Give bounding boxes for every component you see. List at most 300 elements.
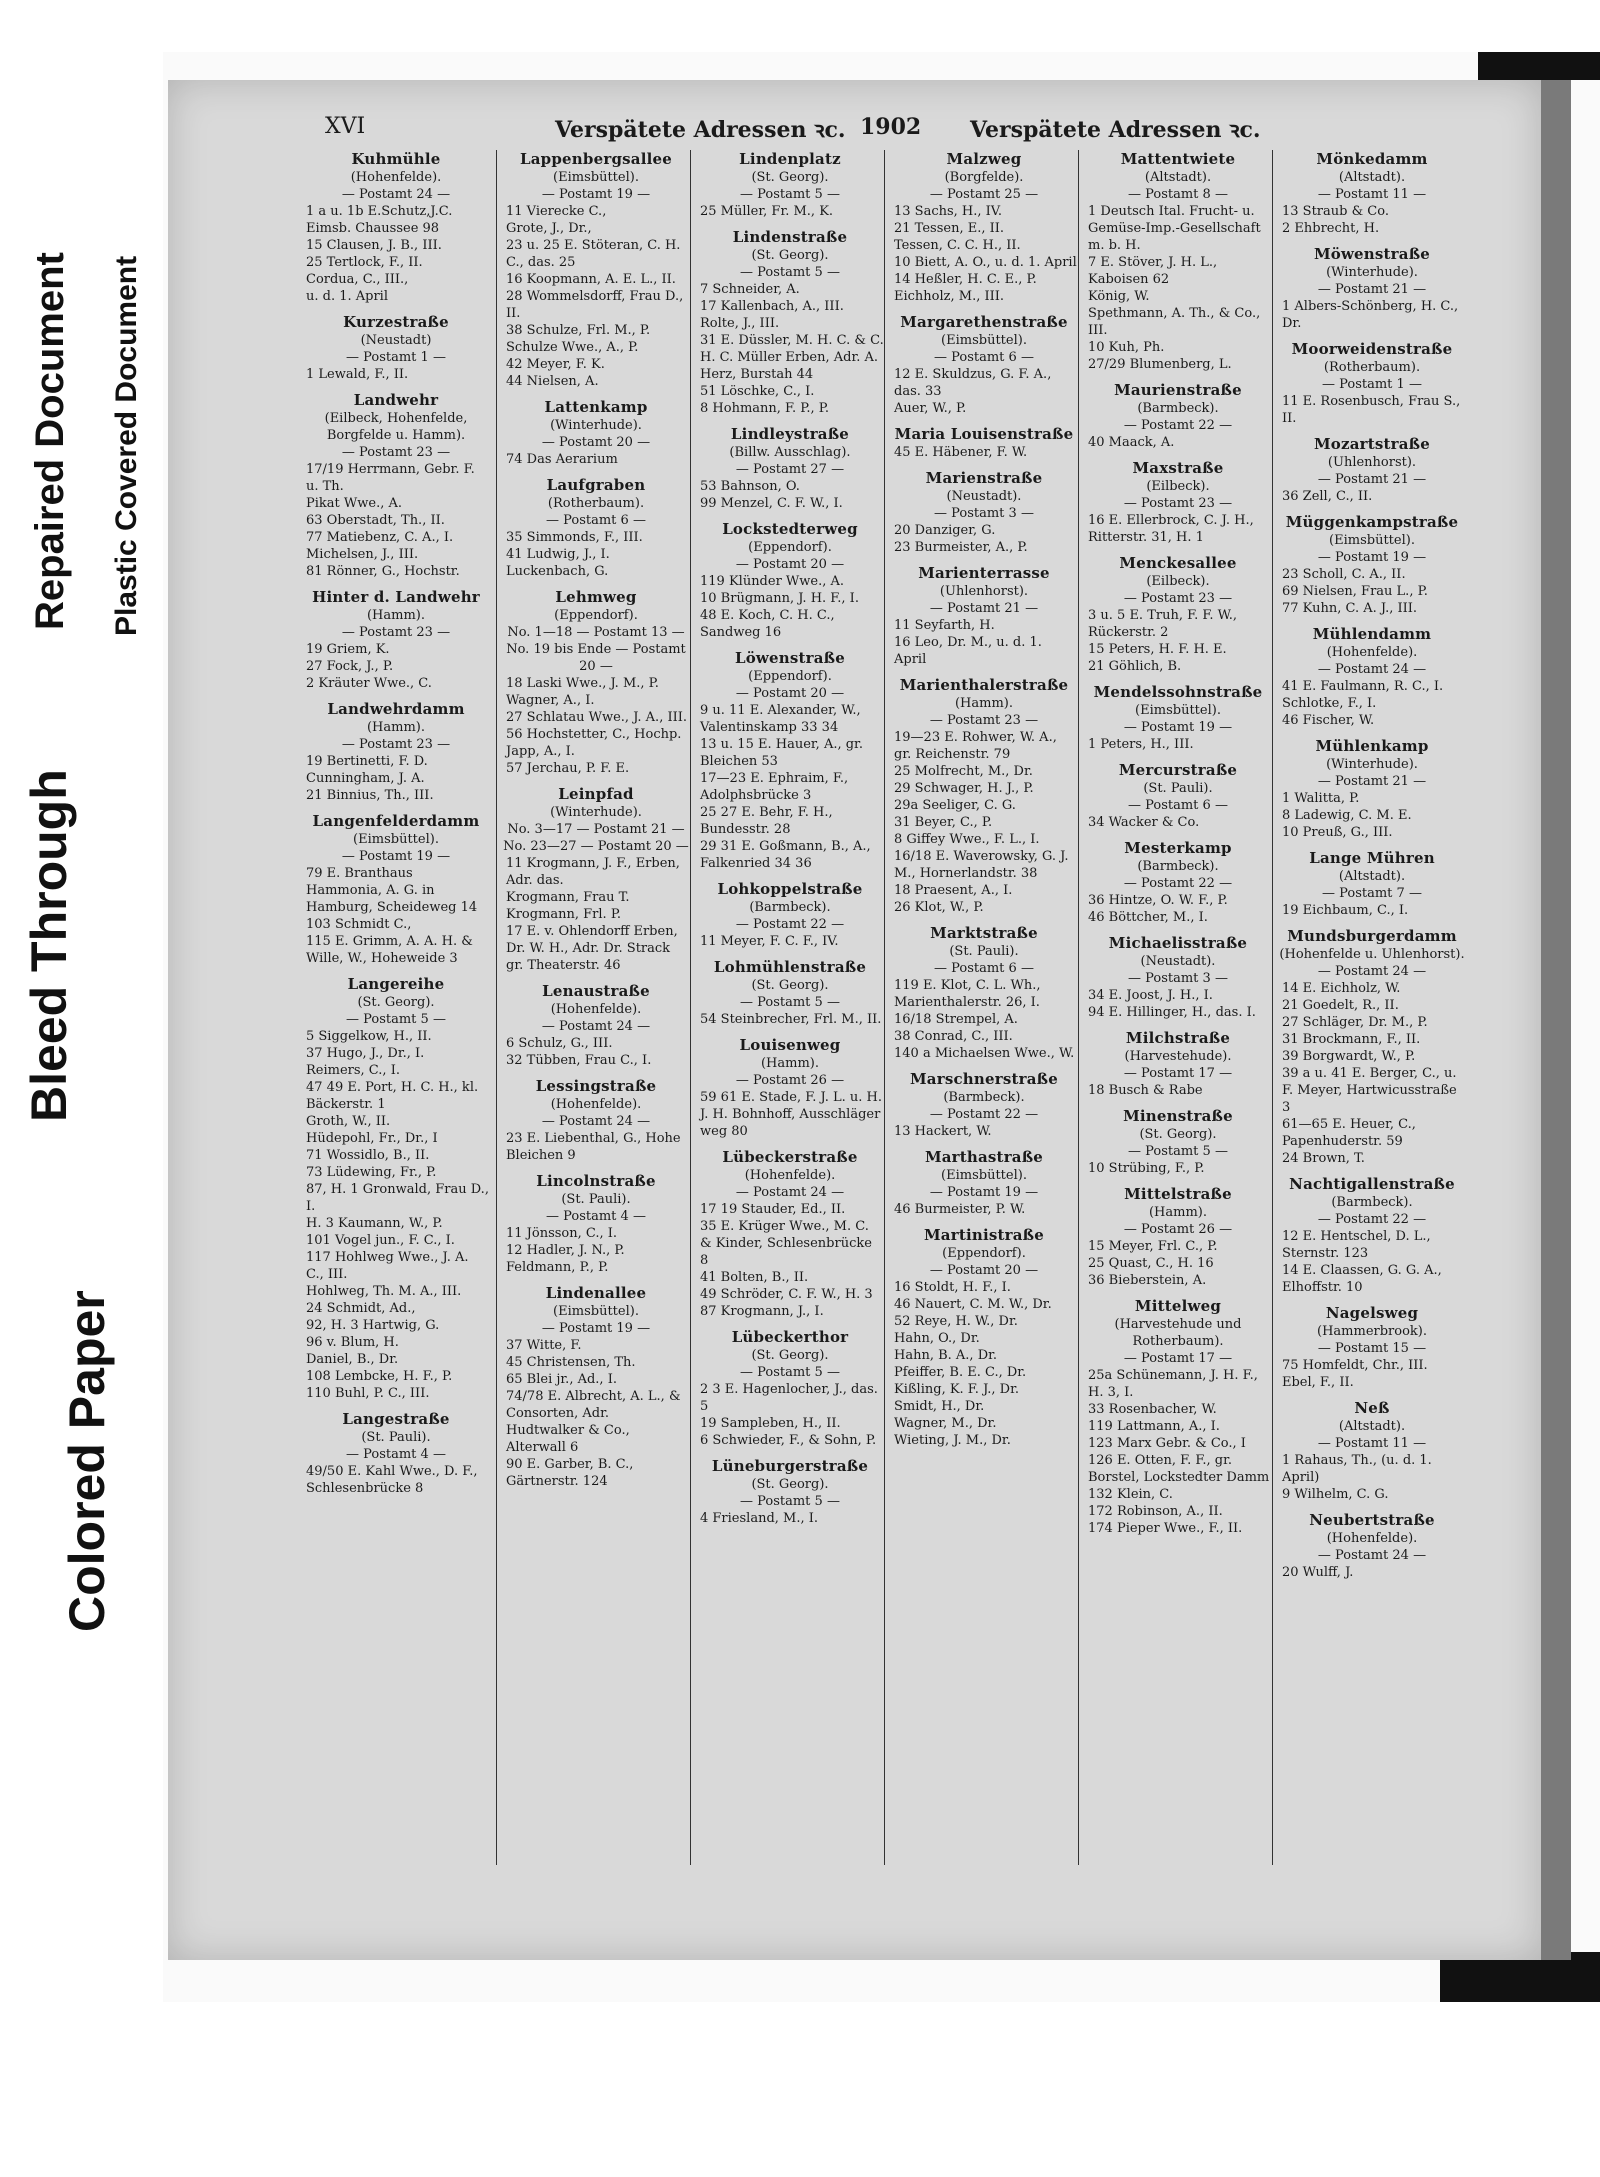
street-district: (Altstadt). <box>1338 1419 1406 1434</box>
street-district: (Eimsbüttel). <box>1329 533 1415 548</box>
street-entry <box>696 228 884 417</box>
post-office: — Postamt 17 — <box>1123 1066 1233 1081</box>
resident-entry: Eichholz, M., III. <box>894 289 1005 304</box>
street-name: Marthastraße <box>924 1148 1044 1166</box>
street-name: Milchstraße <box>1125 1029 1231 1047</box>
resident-entry: 28 Wommelsdorff, Frau D., II. <box>506 289 684 321</box>
street-name: Lange Mühren <box>1309 849 1435 867</box>
street-name: Lindleystraße <box>730 425 850 443</box>
label-colored-paper: Colored Paper <box>59 1290 115 1632</box>
post-office: — Postamt 24 — <box>1317 662 1427 677</box>
resident-entry: 46 Nauert, C. M. W., Dr. <box>894 1297 1052 1312</box>
post-office: — Postamt 23 — <box>341 625 451 640</box>
post-office: — Postamt 19 — <box>1317 550 1427 565</box>
street-entry <box>696 1036 884 1140</box>
street-name: Marienstraße <box>925 469 1043 487</box>
resident-entry: 115 E. Grimm, A. A. H. & Wille, W., Hoheweide 3 <box>306 934 473 966</box>
resident-entry: 14 Heßler, H. C. E., P. <box>894 272 1037 287</box>
street-name: Müggenkampstraße <box>1285 513 1459 531</box>
street-entry <box>890 313 1078 417</box>
resident-entry: 10 Brügmann, J. H. F., I. <box>700 591 859 606</box>
resident-entry: 1 Lewald, F., II. <box>306 367 409 382</box>
street-district: (Hohenfelde). <box>1326 645 1418 660</box>
street-entry <box>890 924 1078 1062</box>
resident-entry: 8 Giffey Wwe., F. L., I. <box>894 832 1040 847</box>
street-name: Martinistraße <box>924 1226 1044 1244</box>
resident-entry: 8 Ladewig, C. M. E. <box>1282 808 1412 823</box>
resident-entry: 119 Klünder Wwe., A. <box>700 574 845 589</box>
resident-entry: 117 Hohlweg Wwe., J. A. C., III. <box>306 1250 469 1282</box>
resident-entry: 13 u. 15 E. Hauer, A., gr. Bleichen 53 <box>700 737 863 769</box>
street-name: Marienterrasse <box>918 564 1050 582</box>
resident-entry: 13 Sachs, H., IV. <box>894 204 1003 219</box>
street-entry <box>696 520 884 641</box>
resident-entry: 20 Danziger, G. <box>894 523 996 538</box>
resident-entry: 1 a u. 1b E.Schutz,J.C. <box>306 204 453 219</box>
street-district: (Borgfelde). <box>944 170 1024 185</box>
resident-entry: Wagner, A., I. <box>506 693 595 708</box>
street-name: Lübeckerthor <box>731 1328 849 1346</box>
resident-entry: 15 Peters, H. F. H. E. <box>1088 642 1227 657</box>
street-entry <box>1084 761 1272 831</box>
street-name: Landwehrdamm <box>327 700 465 718</box>
post-office: — Postamt 5 — <box>740 265 840 280</box>
post-office: — Postamt 23 — <box>341 737 451 752</box>
post-office: — Postamt 20 — <box>929 1263 1039 1278</box>
street-name: Lüneburgerstraße <box>711 1457 869 1475</box>
street-entry <box>1278 737 1466 841</box>
post-office: — Postamt 5 — <box>740 1494 840 1509</box>
street-district: (Barmbeck). <box>1331 1195 1413 1210</box>
post-office: — Postamt 3 — <box>1128 971 1228 986</box>
street-district: (St. Georg). <box>751 1348 829 1363</box>
street-name: Lappenbergsallee <box>520 150 672 168</box>
street-entry <box>890 469 1078 556</box>
resident-entry: 19 Bertinetti, F. D. <box>306 754 428 769</box>
resident-entry: 42 Meyer, F. K. <box>506 357 605 372</box>
street-district: (Barmbeck). <box>943 1090 1025 1105</box>
resident-entry: 77 Matiebenz, C. A., I. <box>306 530 454 545</box>
resident-entry: 1 Deutsch Ital. Frucht- u. Gemüse-Imp.-Gesellschaft m. b. H. <box>1088 204 1261 253</box>
resident-entry: 10 Strübing, F., P. <box>1088 1161 1205 1176</box>
post-office: — Postamt 23 — <box>1123 591 1233 606</box>
resident-entry: 11 Vierecke C., <box>506 204 607 219</box>
street-entry <box>302 1410 490 1497</box>
street-entry <box>696 958 884 1028</box>
resident-entry: Spethmann, A. Th., & Co., III. <box>1088 306 1261 338</box>
street-name: Lindenallee <box>545 1284 647 1302</box>
street-name: Moorweidenstraße <box>1291 340 1453 358</box>
resident-entry: 81 Rönner, G., Hochstr. <box>306 564 460 579</box>
post-office: — Postamt 24 — <box>541 1114 651 1129</box>
post-office: — Postamt 24 — <box>341 187 451 202</box>
street-name: Neß <box>1354 1399 1390 1417</box>
directory-columns <box>302 150 1538 1870</box>
resident-entry: 49/50 E. Kahl Wwe., D. F., Schlesenbrücke 8 <box>306 1464 478 1496</box>
post-office: — Postamt 21 — <box>929 601 1039 616</box>
street-name: Lehmweg <box>555 588 637 606</box>
resident-entry: 21 Goedelt, R., II. <box>1282 998 1399 1013</box>
resident-entry: 40 Maack, A. <box>1088 435 1175 450</box>
resident-entry: 1 Albers-Schönberg, H. C., Dr. <box>1282 299 1459 331</box>
street-name: Möwenstraße <box>1313 245 1431 263</box>
post-office: — Postamt 19 — <box>541 187 651 202</box>
street-entry <box>302 812 490 967</box>
post-office: — Postamt 1 — <box>346 350 446 365</box>
post-office: — Postamt 24 — <box>1317 964 1427 979</box>
post-office: — Postamt 1 — <box>1322 377 1422 392</box>
resident-entry: Pfeiffer, B. E. C., Dr. <box>894 1365 1027 1380</box>
resident-entry: 132 Klein, C. <box>1088 1487 1173 1502</box>
street-entry <box>696 425 884 512</box>
resident-entry: 39 Borgwardt, W., P. <box>1282 1049 1416 1064</box>
street-name: Louisenweg <box>739 1036 841 1054</box>
street-entry <box>1084 683 1272 753</box>
page-header <box>170 108 1320 144</box>
street-district: (Hamm). <box>1148 1205 1208 1220</box>
resident-entry: 11 Seyfarth, H. <box>894 618 995 633</box>
post-office: — Postamt 4 — <box>546 1209 646 1224</box>
resident-entry: 79 E. Branthaus Hammonia, A. G. in Hamburg, Scheideweg 14 <box>306 866 478 915</box>
street-district: (Eimsbüttel). <box>553 1304 639 1319</box>
post-office: No. 3—17 — Postamt 21 — No. 23—27 — Postamt 20 — <box>503 822 689 854</box>
post-office: — Postamt 19 — <box>1123 720 1233 735</box>
resident-entry: 24 Brown, T. <box>1282 1151 1365 1166</box>
street-entry <box>502 476 690 580</box>
street-entry <box>1278 927 1466 1167</box>
resident-entry: 23 Burmeister, A., P. <box>894 540 1028 555</box>
resident-entry: 25 Tertlock, F., II. <box>306 255 423 270</box>
street-name: Mendelssohnstraße <box>1093 683 1263 701</box>
resident-entry: 27 Schläger, Dr. M., P. <box>1282 1015 1428 1030</box>
street-entry <box>1084 1029 1272 1099</box>
street-district: (Hamm). <box>954 696 1014 711</box>
resident-entry: 51 Löschke, C., I. <box>700 384 815 399</box>
street-district: (St. Pauli). <box>1143 781 1213 796</box>
resident-entry: Wieting, J. M., Dr. <box>894 1433 1011 1448</box>
resident-entry: 2 Ehbrecht, H. <box>1282 221 1380 236</box>
street-entry <box>1084 1185 1272 1289</box>
street-district: (Winterhude). <box>1326 757 1418 772</box>
resident-entry: 31 Brockmann, F., II. <box>1282 1032 1421 1047</box>
street-name: Margarethenstraße <box>900 313 1068 331</box>
resident-entry: 38 Schulze, Frl. M., P. <box>506 323 651 338</box>
resident-entry: 46 Burmeister, P. W. <box>894 1202 1026 1217</box>
resident-entry: 13 Hackert, W. <box>894 1124 992 1139</box>
resident-entry: 119 Lattmann, A., I. <box>1088 1419 1220 1434</box>
street-name: Lindenstraße <box>732 228 848 246</box>
post-office: — Postamt 23 — <box>1123 496 1233 511</box>
street-name: Mühlendamm <box>1312 625 1432 643</box>
directory-column <box>496 150 690 1865</box>
street-entry <box>302 391 490 580</box>
resident-entry: 14 E. Claassen, G. G. A., Elhoffstr. 10 <box>1282 1263 1442 1295</box>
street-district: (Eppendorf). <box>748 540 832 555</box>
street-entry <box>502 398 690 468</box>
resident-entry: 54 Steinbrecher, Frl. M., II. <box>700 1012 882 1027</box>
resident-entry: 7 E. Stöver, J. H. L., Kaboisen 62 <box>1088 255 1218 287</box>
resident-entry: Wagner, M., Dr. <box>894 1416 997 1431</box>
street-name: Mundsburgerdamm <box>1287 927 1457 945</box>
street-district: (Hohenfelde). <box>550 1002 642 1017</box>
resident-entry: 63 Oberstadt, Th., II. <box>306 513 445 528</box>
street-entry <box>1084 459 1272 546</box>
resident-entry: 69 Nielsen, Frau L., P. <box>1282 584 1428 599</box>
resident-entry: 21 Göhlich, B. <box>1088 659 1182 674</box>
resident-entry: 16/18 Strempel, A. <box>894 1012 1018 1027</box>
street-district: (Eppendorf). <box>748 669 832 684</box>
street-name: Langereihe <box>347 975 445 993</box>
post-office: — Postamt 6 — <box>1128 798 1228 813</box>
post-office: — Postamt 24 — <box>541 1019 651 1034</box>
resident-entry: 23 E. Liebenthal, G., Hohe Bleichen 9 <box>506 1131 681 1163</box>
resident-entry: 14 E. Eichholz, W. <box>1282 981 1401 996</box>
resident-entry: 56 Hochstetter, C., Hochp. <box>506 727 682 742</box>
street-district: (Barmbeck). <box>1137 859 1219 874</box>
street-entry <box>1278 245 1466 332</box>
street-name: Lohmühlenstraße <box>713 958 867 976</box>
resident-entry: 8 Hohmann, F. P., P. <box>700 401 830 416</box>
resident-entry: 11 Meyer, F. C. F., IV. <box>700 934 839 949</box>
resident-entry: Reimers, C., I. <box>306 1063 400 1078</box>
resident-entry: 16 Koopmann, A. E. L., II. <box>506 272 676 287</box>
street-name: Maria Louisenstraße <box>894 425 1074 443</box>
street-entry <box>696 1148 884 1320</box>
street-name: Nagelsweg <box>1325 1304 1419 1322</box>
resident-entry: 99 Menzel, C. F. W., I. <box>700 496 843 511</box>
post-office: — Postamt 21 — <box>1317 472 1427 487</box>
post-office: — Postamt 7 — <box>1322 886 1422 901</box>
street-district: (Eimsbüttel). <box>941 333 1027 348</box>
street-entry <box>1084 934 1272 1021</box>
street-district: (Rotherbaum). <box>1323 360 1421 375</box>
street-entry <box>696 1457 884 1527</box>
street-name: Mühlenkamp <box>1315 737 1429 755</box>
post-office: — Postamt 22 — <box>735 917 845 932</box>
resident-entry: Japp, A., I. <box>506 744 575 759</box>
street-name: Maxstraße <box>1132 459 1224 477</box>
resident-entry: Schlotke, F., I. <box>1282 696 1377 711</box>
resident-entry: Cunningham, J. A. <box>306 771 425 786</box>
resident-entry: Pikat Wwe., A. <box>306 496 402 511</box>
post-office: — Postamt 11 — <box>1317 1436 1427 1451</box>
street-district: (Eimsbüttel). <box>1135 703 1221 718</box>
street-district: (Winterhude). <box>550 805 642 820</box>
post-office: No. 1—18 — Postamt 13 — No. 19 bis Ende — Postamt 20 — <box>506 625 686 674</box>
street-district: (St. Georg). <box>357 995 435 1010</box>
resident-entry: 21 Tessen, E., II. <box>894 221 1004 236</box>
street-district: (St. Georg). <box>751 170 829 185</box>
resident-entry: 61—65 E. Heuer, C., Papenhuderstr. 59 <box>1282 1117 1416 1149</box>
resident-entry: 59 61 E. Stade, F. J. L. u. H. J. H. Bohnhoff, Ausschläger weg 80 <box>700 1090 882 1139</box>
resident-entry: 49 Schröder, C. F. W., H. 3 <box>700 1287 873 1302</box>
post-office: — Postamt 5 — <box>740 995 840 1010</box>
post-office: — Postamt 3 — <box>934 506 1034 521</box>
street-entry <box>696 1328 884 1449</box>
resident-entry: 25 27 E. Behr, F. H., Bundesstr. 28 <box>700 805 833 837</box>
resident-entry: 101 Vogel jun., F. C., I. <box>306 1233 455 1248</box>
street-district: (Hamm). <box>366 608 426 623</box>
post-office: — Postamt 5 — <box>346 1012 446 1027</box>
post-office: — Postamt 22 — <box>1317 1212 1427 1227</box>
street-district: (Hohenfelde u. Uhlenhorst). <box>1279 947 1465 962</box>
resident-entry: 10 Kuh, Ph. <box>1088 340 1165 355</box>
resident-entry: 18 Praesent, A., I. <box>894 883 1013 898</box>
resident-entry: Hohlweg, Th. M. A., III. <box>306 1284 462 1299</box>
resident-entry: Krogmann, Frau T. <box>506 890 630 905</box>
label-bleed-through: Bleed Through <box>21 769 77 1122</box>
street-name: Marienthalerstraße <box>899 676 1069 694</box>
resident-entry: 57 Jerchau, P. F. E. <box>506 761 630 776</box>
post-office: — Postamt 19 — <box>541 1321 651 1336</box>
street-district: (Billw. Ausschlag). <box>729 445 851 460</box>
resident-entry: 35 Simmonds, F., III. <box>506 530 643 545</box>
post-office: — Postamt 4 — <box>346 1447 446 1462</box>
street-name: Laufgraben <box>546 476 646 494</box>
post-office: — Postamt 19 — <box>341 849 451 864</box>
resident-entry: H. 3 Kaumann, W., P. <box>306 1216 443 1231</box>
resident-entry: 75 Homfeldt, Chr., III. <box>1282 1358 1428 1373</box>
street-name: Malzweg <box>946 150 1022 168</box>
street-name: Marktstraße <box>930 924 1038 942</box>
resident-entry: 140 a Michaelsen Wwe., W. <box>894 1046 1075 1061</box>
resident-entry: 77 Kuhn, C. A. J., III. <box>1282 601 1418 616</box>
resident-entry: 2 3 E. Hagenlocher, J., das. 5 <box>700 1382 878 1414</box>
resident-entry: Kißling, K. F. J., Dr. <box>894 1382 1020 1397</box>
resident-entry: Luckenbach, G. <box>506 564 609 579</box>
post-office: — Postamt 20 — <box>735 686 845 701</box>
street-district: (Barmbeck). <box>749 900 831 915</box>
resident-entry: Auer, W., P. <box>894 401 967 416</box>
resident-entry: 25 Molfrecht, M., Dr. <box>894 764 1033 779</box>
street-name: Lohkoppelstraße <box>717 880 863 898</box>
street-entry <box>890 1226 1078 1449</box>
resident-entry: 96 v. Blum, H. <box>306 1335 399 1350</box>
running-title-left: Verspätete Adressen ꝛc. <box>555 117 846 143</box>
street-district: (Altstadt). <box>1144 170 1212 185</box>
street-entry <box>302 700 490 804</box>
street-name: Löwenstraße <box>734 649 846 667</box>
street-entry <box>890 150 1078 305</box>
resident-entry: 48 E. Koch, C. H. C., Sandweg 16 <box>700 608 835 640</box>
street-entry <box>302 150 490 305</box>
street-district: (Hohenfelde). <box>1326 1531 1418 1546</box>
resident-entry: 16 Leo, Dr. M., u. d. 1. April <box>894 635 1042 667</box>
street-district: (Harvestehude). <box>1124 1049 1232 1064</box>
post-office: — Postamt 5 — <box>1128 1144 1228 1159</box>
resident-entry: 15 Clausen, J. B., III. <box>306 238 442 253</box>
resident-entry: 17 19 Stauder, Ed., II. <box>700 1202 846 1217</box>
resident-entry: 9 Wilhelm, C. G. <box>1282 1487 1389 1502</box>
resident-entry: Krogmann, Frl. P. <box>506 907 622 922</box>
resident-entry: 20 Wulff, J. <box>1282 1565 1354 1580</box>
resident-entry: 21 Binnius, Th., III. <box>306 788 434 803</box>
resident-entry: Schulze Wwe., A., P. <box>506 340 639 355</box>
resident-entry: 12 Hadler, J. N., P. <box>506 1243 625 1258</box>
street-district: (St. Georg). <box>751 248 829 263</box>
resident-entry: 17 Kallenbach, A., III. <box>700 299 844 314</box>
post-office: — Postamt 26 — <box>1123 1222 1233 1237</box>
street-entry <box>502 785 690 974</box>
post-office: — Postamt 24 — <box>1317 1548 1427 1563</box>
street-entry <box>1278 1399 1466 1503</box>
street-name: Menckesallee <box>1119 554 1237 572</box>
resident-entry: 31 E. Düssler, M. H. C. & C. H. C. Müller Erben, Adr. A. Herz, Burstah 44 <box>700 333 884 382</box>
resident-entry: 32 Tübben, Frau C., I. <box>506 1053 652 1068</box>
street-district: (Altstadt). <box>1338 170 1406 185</box>
resident-entry: 34 Wacker & Co. <box>1088 815 1200 830</box>
post-office: — Postamt 24 — <box>735 1185 845 1200</box>
street-name: Mönkedamm <box>1316 150 1428 168</box>
street-entry <box>890 425 1078 461</box>
street-name: Maurienstraße <box>1114 381 1242 399</box>
resident-entry: Daniel, B., Dr. <box>306 1352 399 1367</box>
street-entry <box>1084 1297 1272 1537</box>
street-district: (Neustadt). <box>1140 954 1216 969</box>
street-name: Leinpfad <box>558 785 634 803</box>
street-name: Minenstraße <box>1123 1107 1233 1125</box>
resident-entry: 38 Conrad, C., III. <box>894 1029 1013 1044</box>
resident-entry: 103 Schmidt C., <box>306 917 412 932</box>
resident-entry: 45 E. Häbener, F. W. <box>894 445 1028 460</box>
street-district: (Eppendorf). <box>942 1246 1026 1261</box>
post-office: — Postamt 6 — <box>546 513 646 528</box>
street-name: Michaelisstraße <box>1108 934 1248 952</box>
resident-entry: Hahn, B. A., Dr. <box>894 1348 998 1363</box>
street-district: (Uhlenhorst). <box>939 584 1029 599</box>
street-name: Lenaustraße <box>542 982 650 1000</box>
resident-entry: 29 31 E. Goßmann, B., A., Falkenried 34 36 <box>700 839 871 871</box>
resident-entry: 126 E. Otten, F. F., gr. Borstel, Lockstedter Damm <box>1088 1453 1270 1485</box>
resident-entry: 34 E. Joost, J. H., I. <box>1088 988 1213 1003</box>
resident-entry: Smidt, H., Dr. <box>894 1399 985 1414</box>
street-entry <box>1084 381 1272 451</box>
street-name: Lincolnstraße <box>536 1172 656 1190</box>
post-office: — Postamt 19 — <box>929 1185 1039 1200</box>
street-entry <box>1278 1511 1466 1581</box>
resident-entry: 108 Lembcke, H. F., P. <box>306 1369 453 1384</box>
resident-entry: 12 E. Skuldzus, G. F. A., das. 33 <box>894 367 1052 399</box>
post-office: — Postamt 20 — <box>735 557 845 572</box>
resident-entry: Groth, W., II. <box>306 1114 391 1129</box>
resident-entry: Tessen, C. C. H., II. <box>894 238 1021 253</box>
resident-entry: 2 Kräuter Wwe., C. <box>306 676 432 691</box>
directory-column <box>884 150 1078 1865</box>
street-name: Neubertstraße <box>1309 1511 1435 1529</box>
resident-entry: 1 Walitta, P. <box>1282 791 1360 806</box>
resident-entry: 73 Lüdewing, Fr., P. <box>306 1165 437 1180</box>
resident-entry: 18 Laski Wwe., J. M., P. <box>506 676 659 691</box>
resident-entry: 87 Krogmann, J., I. <box>700 1304 824 1319</box>
post-office: — Postamt 15 — <box>1317 1341 1427 1356</box>
street-name: Kuhmühle <box>351 150 441 168</box>
resident-entry: 74/78 E. Albrecht, A. L., & Consorten, Adr. Hudtwalker & Co., Alterwall 6 <box>506 1389 681 1455</box>
resident-entry: 41 Bolten, B., II. <box>700 1270 809 1285</box>
resident-entry: 41 E. Faulmann, R. C., I. <box>1282 679 1444 694</box>
post-office: — Postamt 20 — <box>541 435 651 450</box>
street-entry <box>1278 150 1466 237</box>
street-district: (Rotherbaum). <box>547 496 645 511</box>
running-title-right: Verspätete Adressen ꝛc. <box>970 117 1261 143</box>
page-year: 1902 <box>860 114 922 140</box>
street-district: (Hohenfelde). <box>350 170 442 185</box>
street-district: (St. Georg). <box>751 978 829 993</box>
street-entry <box>696 150 884 220</box>
post-office: — Postamt 25 — <box>929 187 1039 202</box>
resident-entry: 4 Friesland, M., I. <box>700 1511 819 1526</box>
street-entry <box>1084 1107 1272 1177</box>
street-entry <box>302 588 490 692</box>
